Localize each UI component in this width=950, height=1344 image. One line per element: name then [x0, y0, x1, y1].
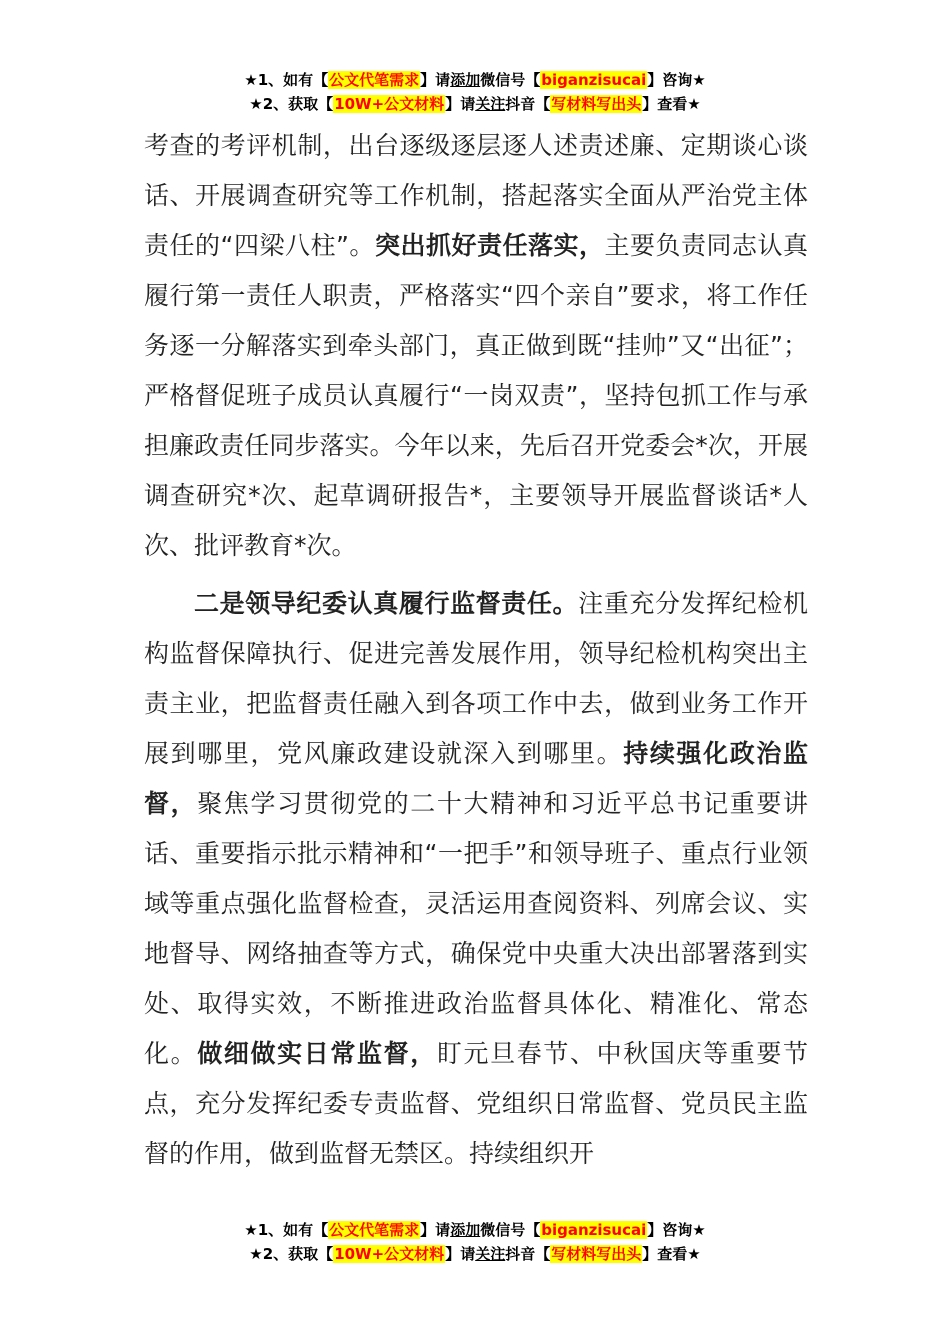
banner-line-2: ★2、获取【10W+公文材料】请关注抖音【写材料写出头】查看★ [249, 1245, 701, 1263]
top-banner [0, 68, 950, 116]
banner-highlight: 10W+公文材料 [334, 1245, 445, 1263]
bottom-banner [0, 1218, 950, 1266]
banner-highlight: 写材料写出头 [551, 95, 642, 113]
banner-highlight: 公文代笔需求 [329, 1221, 420, 1239]
banner-highlight: biganzisucai [541, 71, 647, 89]
document-body [144, 121, 808, 1179]
banner-line-1: ★1、如有【公文代笔需求】请添加微信号【biganzisucai】咨询★ [244, 71, 706, 89]
banner-line-1: ★1、如有【公文代笔需求】请添加微信号【biganzisucai】咨询★ [244, 1221, 706, 1239]
banner-line-2: ★2、获取【10W+公文材料】请关注抖音【写材料写出头】查看★ [249, 95, 701, 113]
banner-highlight: biganzisucai [541, 1221, 647, 1239]
banner-highlight: 10W+公文材料 [334, 95, 445, 113]
banner-highlight: 写材料写出头 [551, 1245, 642, 1263]
paragraph-1: 考查的考评机制，出台逐级逐层逐人述责述廉、定期谈心谈话、开展调查研究等工作机制，搭起落实全面从严治党主体责任的“四梁八柱”。突出抓好责任落实，主要负责同志认真履行第一责任人职责，严格落实“四个亲自”要求，将工作任务逐一分解落实到牵头部门，真正做到既“挂帅”又“出征”；严格督促班子成员认真履行“一岗双责”，坚持包抓工作与承担廉政责任同步落实。今年以来，先后召开党委会*次，开展调查研究*次、起草调研报告*，主要领导开展监督谈话*人次、批评教育*次。 [144, 131, 808, 560]
paragraph-2: 二是领导纪委认真履行监督责任。注重充分发挥纪检机构监督保障执行、促进完善发展作用，领导纪检机构突出主责主业，把监督责任融入到各项工作中去，做到业务工作开展到哪里，党风廉政建设就深入到哪里。持续强化政治监督，聚焦学习贯彻党的二十大精神和习近平总书记重要讲话、重要指示批示精神和“一把手”和领导班子、重点行业领域等重点强化监督检查，灵活运用查阅资料、列席会议、实地督导、网络抽查等方式，确保党中央重大决出部署落到实处、取得实效，不断推进政治监督具体化、精准化、常态化。做细做实日常监督，盯元旦春节、中秋国庆等重要节点，充分发挥纪委专责监督、党组织日常监督、党员民主监督的作用，做到监督无禁区。持续组织开 [144, 589, 808, 1168]
banner-highlight: 公文代笔需求 [329, 71, 420, 89]
